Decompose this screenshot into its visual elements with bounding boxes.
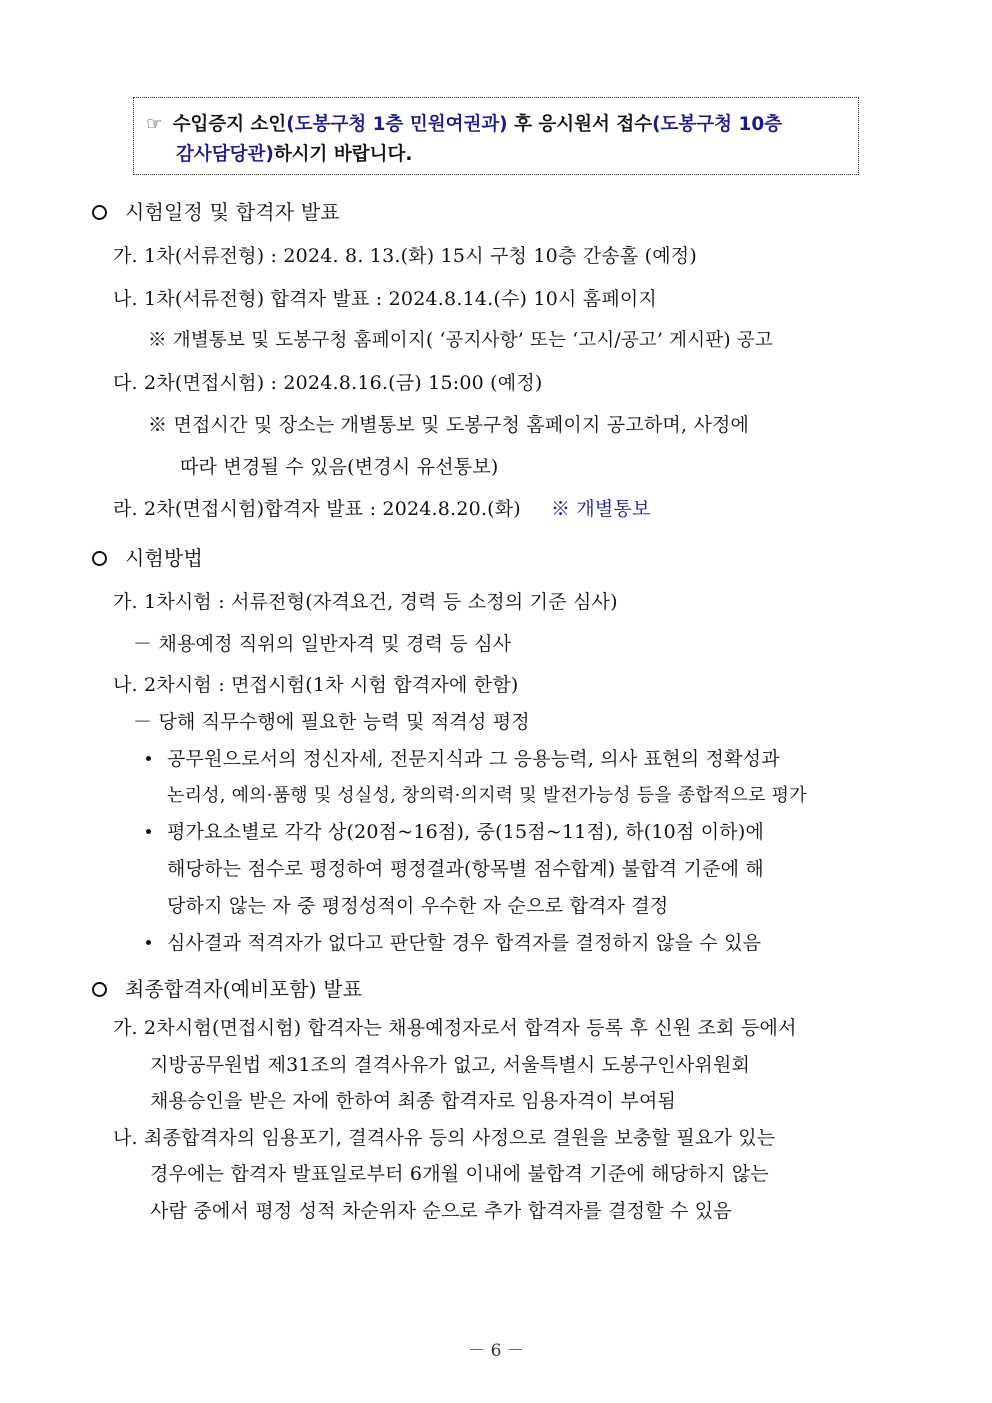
schedule-item: 다. 2차(면접시험) : 2024.8.16.(금) 15:00 (예정) (113, 372, 543, 394)
circle-bullet-icon (92, 205, 107, 220)
method-subitem: － 당해 직무수행에 필요한 능력 및 적격성 평정 (133, 711, 530, 733)
page-number: － 6 － (468, 1341, 524, 1361)
method-bullet-cont: 해당하는 점수로 평정하여 평정결과(항목별 점수합계) 불합격 기준에 해 (167, 858, 764, 880)
schedule-note: ※ 면접시간 및 장소는 개별통보 및 도봉구청 홈페이지 공고하며, 사정에 (148, 414, 750, 436)
section-heading-final: 최종합격자(예비포함) 발표 (92, 977, 362, 1001)
notice-text: 하시기 바랍니다. (273, 144, 413, 165)
method-item: 가. 1차시험 : 서류전형(자격요건, 경력 등 소정의 기준 심사) (113, 591, 618, 613)
dot-bullet-icon (146, 940, 151, 945)
circle-bullet-icon (92, 551, 107, 566)
dot-bullet-icon (146, 829, 151, 834)
method-bullet-cont: 당하지 않는 자 중 평정성적이 우수한 자 순으로 합격자 결정 (167, 895, 669, 917)
method-bullet: 심사결과 적격자가 없다고 판단할 경우 합격자를 결정하지 않을 수 있음 (146, 931, 761, 955)
notice-line-1 (146, 110, 782, 136)
method-item: 나. 2차시험 : 면접시험(1차 시험 합격자에 한함) (113, 674, 519, 696)
notice-text: 후 응시원서 접수 (507, 114, 653, 135)
schedule-item: 나. 1차(서류전형) 합격자 발표 : 2024.8.14.(수) 10시 홈페이지 (113, 288, 657, 310)
method-bullet: 공무원으로서의 정신자세, 전문지식과 그 응용능력, 의사 표현의 정확성과 (146, 747, 780, 771)
notice-location: (도봉구청 10층 (652, 114, 783, 135)
section-heading-schedule: 시험일정 및 합격자 발표 (92, 200, 340, 224)
notice-location: (도봉구청 1층 민원여권과) (286, 114, 508, 135)
dot-bullet-icon (146, 756, 151, 761)
final-item: 나. 최종합격자의 임용포기, 결격사유 등의 사정으로 결원을 보충할 필요가 있는 (113, 1127, 776, 1149)
notice-line-2 (176, 140, 412, 166)
circle-bullet-icon (92, 982, 107, 997)
pointing-hand-icon: ☞ (146, 114, 163, 135)
individual-notice: ※ 개별통보 (550, 498, 651, 520)
final-item: 가. 2차시험(면접시험) 합격자는 채용예정자로서 합격자 등록 후 신원 조회 등에서 (113, 1017, 797, 1039)
method-bullet: 평가요소별로 각각 상(20점~16점), 중(15점~11점), 하(10점 이하)에 (146, 820, 764, 844)
notice-location: 감사담당관) (176, 144, 274, 165)
method-subitem: － 채용예정 직위의 일반자격 및 경력 등 심사 (133, 633, 512, 655)
schedule-note: ※ 개별통보 및 도봉구청 홈페이지( ‘공지사항’ 또는 ‘고시/공고’ 게시판) 공고 (148, 330, 774, 351)
schedule-item: 라. 2차(면접시험)합격자 발표 : 2024.8.20.(화) ※ 개별통보 (113, 498, 651, 520)
section-heading-method: 시험방법 (92, 546, 203, 570)
schedule-item: 가. 1차(서류전형) : 2024. 8. 13.(화) 15시 구청 10층 간송홀 (예정) (113, 245, 697, 267)
final-item-cont: 지방공무원법 제31조의 결격사유가 없고, 서울특별시 도봉구인사위원회 (150, 1054, 751, 1076)
final-item-cont: 경우에는 합격자 발표일로부터 6개월 이내에 불합격 기준에 해당하지 않는 (150, 1163, 769, 1185)
notice-box (133, 97, 859, 175)
method-bullet-cont: 논리성, 예의·품행 및 성실성, 창의력·의지력 및 발전가능성 등을 종합적으로 평가 (167, 785, 807, 806)
notice-text: 수입증지 소인 (172, 114, 287, 135)
schedule-note: 따라 변경될 수 있음(변경시 유선통보) (180, 456, 499, 478)
final-item-cont: 사람 중에서 평정 성적 차순위자 순으로 추가 합격자를 결정할 수 있음 (150, 1200, 732, 1222)
final-item-cont: 채용승인을 받은 자에 한하여 최종 합격자로 임용자격이 부여됨 (150, 1090, 677, 1112)
